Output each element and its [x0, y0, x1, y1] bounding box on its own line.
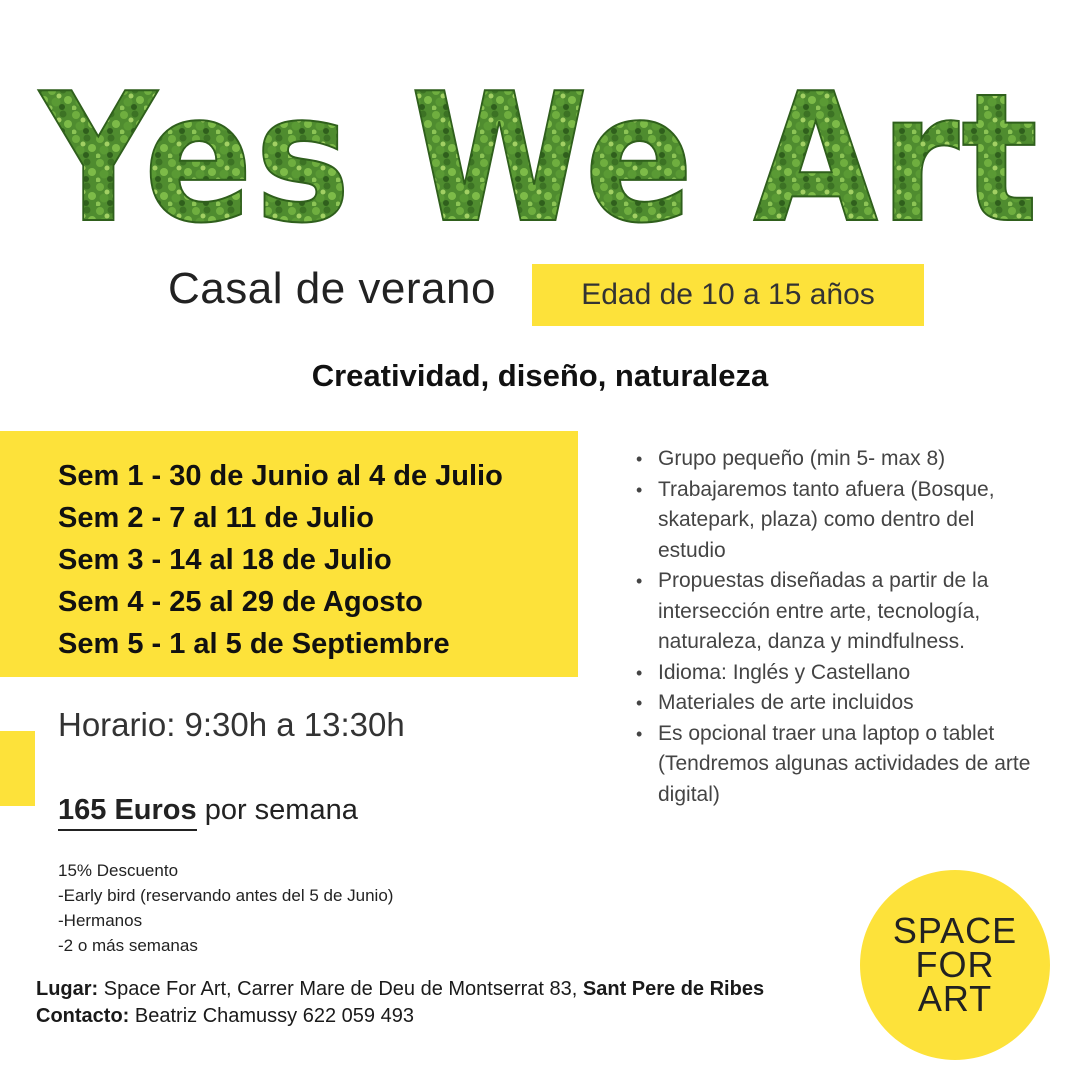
- week-item: Sem 3 - 14 al 18 de Julio: [58, 544, 392, 576]
- feature-text: Grupo pequeño (min 5- max 8): [658, 447, 946, 470]
- features-list: [636, 444, 1046, 810]
- feature-item: [636, 444, 1046, 475]
- discount-line: 15% Descuento: [58, 861, 179, 880]
- decorative-yellow-tab: [0, 731, 35, 806]
- bullet-icon: •: [636, 449, 643, 469]
- weeks-list: [0, 431, 578, 665]
- bullet-icon: •: [636, 479, 643, 500]
- week-item: Sem 1 - 30 de Junio al 4 de Julio: [58, 460, 503, 492]
- bullet-icon: •: [636, 723, 643, 744]
- contact-label: Contacto:: [36, 1005, 130, 1027]
- feature-text: Idioma: Inglés y Castellano: [658, 660, 911, 684]
- feature-text: Propuestas diseñadas a partir de la intersección entre arte, tecnología, naturaleza, danza y mindfulness.: [658, 569, 989, 653]
- contact-text: Beatriz Chamussy 622 059 493: [134, 1005, 414, 1027]
- feature-item: [636, 475, 1046, 567]
- feature-item: [636, 719, 1046, 811]
- week-item: Sem 2 - 7 al 11 de Julio: [58, 502, 374, 534]
- price: [58, 794, 358, 827]
- feature-text: Materiales de arte incluidos: [658, 691, 914, 714]
- bullet-icon: •: [636, 693, 643, 713]
- tagline: Creatividad, diseño, naturaleza: [311, 358, 769, 393]
- bullet-icon: •: [636, 571, 643, 591]
- discount-line: -Early bird (reservando antes del 5 de Junio): [58, 886, 394, 905]
- hero-title: [0, 62, 1080, 242]
- week-item: Sem 4 - 25 al 29 de Agosto: [58, 586, 423, 618]
- location-text: Space For Art, Carrer Mare de Deu de Montserrat 83,: [103, 978, 578, 1000]
- logo-line: SPACE: [892, 910, 1018, 951]
- features: [636, 444, 1046, 810]
- schedule: Horario: 9:30h a 13:30h: [58, 706, 405, 743]
- bullet-icon: •: [636, 662, 643, 683]
- logo-line: ART: [917, 978, 993, 1019]
- feature-text: Trabajaremos tanto afuera (Bosque, skatepark, plaza) como dentro del estudio: [658, 477, 995, 562]
- weeks-panel: [0, 431, 578, 677]
- logo-line: FOR: [915, 944, 995, 985]
- title-text: Yes We Art: [38, 62, 1040, 242]
- feature-text: Es opcional traer una laptop o tablet (Tendremos algunas actividades de arte digital): [658, 721, 1031, 806]
- location-label: Lugar:: [36, 978, 99, 1000]
- location-town: Sant Pere de Ribes: [582, 978, 765, 1000]
- discount-line: -Hermanos: [58, 911, 143, 930]
- price-amount: 165 Euros: [58, 794, 197, 831]
- contact-line: [36, 1003, 764, 1030]
- age-badge: Edad de 10 a 15 años: [532, 264, 924, 326]
- feature-item: [636, 658, 1046, 689]
- feature-item: [636, 566, 1046, 658]
- price-suffix: por semana: [204, 794, 358, 826]
- feature-item: [636, 688, 1046, 719]
- discounts: [58, 858, 393, 958]
- week-item: Sem 5 - 1 al 5 de Septiembre: [58, 628, 450, 660]
- discount-line: -2 o más semanas: [58, 936, 198, 955]
- info-block: [36, 976, 764, 1030]
- space-for-art-logo: [860, 870, 1050, 1060]
- location-line: [36, 976, 764, 1003]
- subtitle: Casal de verano: [168, 264, 496, 313]
